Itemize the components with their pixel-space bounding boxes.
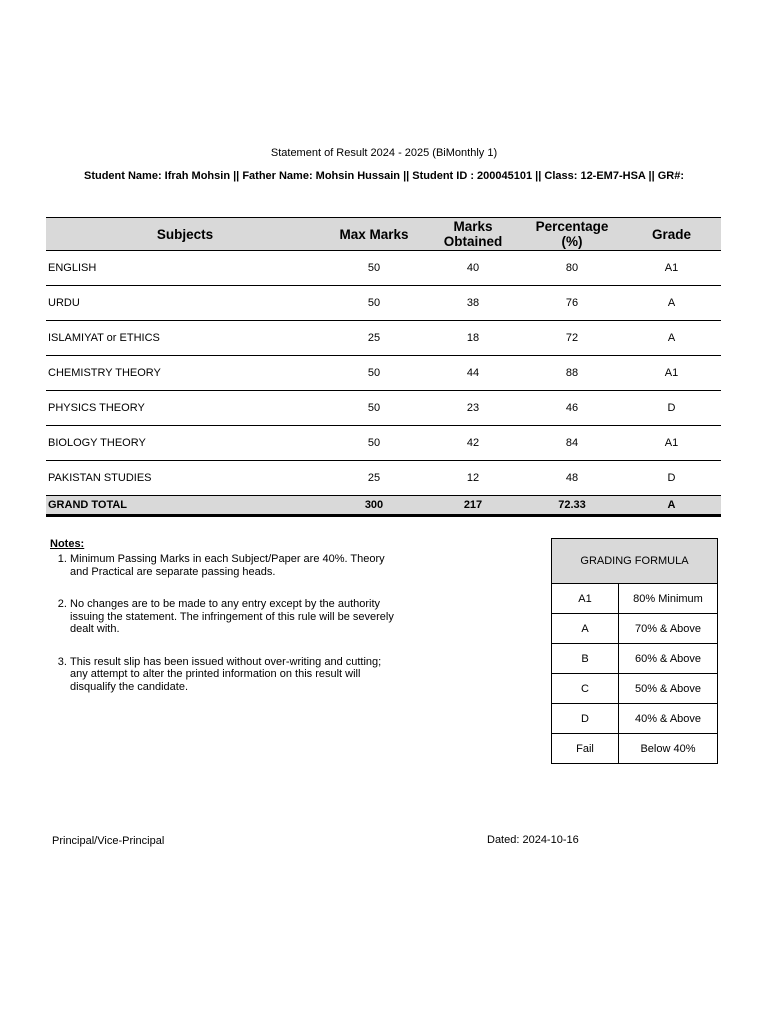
grading-formula-table [551, 538, 718, 764]
percentage-cell: 76 [522, 286, 622, 321]
subject-cell: URDU [46, 286, 324, 321]
grade-cell: A [622, 286, 721, 321]
table-row [46, 286, 721, 321]
percentage-cell: 80 [522, 251, 622, 286]
grade-cell: A1 [622, 426, 721, 461]
grading-row [552, 584, 718, 614]
notes-list [50, 553, 400, 693]
grading-rule: 80% Minimum [619, 584, 718, 614]
dated-label: Dated: 2024-10-16 [487, 834, 579, 846]
grade-cell: D [622, 461, 721, 496]
max-marks-cell: 50 [324, 251, 424, 286]
grading-grade: A [552, 614, 619, 644]
obtained-cell: 18 [424, 321, 522, 356]
table-row [46, 426, 721, 461]
grading-row [552, 734, 718, 764]
percentage-cell: 84 [522, 426, 622, 461]
col-header-grade: Grade [622, 218, 721, 251]
grading-rule: Below 40% [619, 734, 718, 764]
obtained-cell: 38 [424, 286, 522, 321]
grading-row [552, 704, 718, 734]
note-item: 1. Minimum Passing Marks in each Subject/Paper are 40%. Theory and Practical are separate passing heads. [70, 553, 400, 578]
obtained-cell: 23 [424, 391, 522, 426]
percentage-cell: 48 [522, 461, 622, 496]
col-header-max-marks: Max Marks [324, 218, 424, 251]
max-marks-cell: 50 [324, 426, 424, 461]
results-table [46, 217, 721, 517]
obtained-cell: 42 [424, 426, 522, 461]
student-info-line: Student Name: Ifrah Mohsin || Father Name: Mohsin Hussain || Student ID : 200045101 || Class: 12-EM7-HSA || GR#: [83, 170, 684, 182]
max-marks-cell: 25 [324, 321, 424, 356]
grading-grade: C [552, 674, 619, 704]
table-row [46, 461, 721, 496]
table-row [46, 251, 721, 286]
max-marks-cell: 50 [324, 356, 424, 391]
col-header-subjects: Subjects [46, 218, 324, 251]
col-header-percentage [522, 218, 622, 251]
grand-total-label: GRAND TOTAL [46, 496, 324, 516]
grade-cell: A [622, 321, 721, 356]
percentage-cell: 72 [522, 321, 622, 356]
grand-total-percentage: 72.33 [522, 496, 622, 516]
subject-cell: ENGLISH [46, 251, 324, 286]
grading-grade: D [552, 704, 619, 734]
obtained-cell: 12 [424, 461, 522, 496]
grand-total-row [46, 496, 721, 516]
percentage-cell: 46 [522, 391, 622, 426]
notes-section [50, 538, 400, 713]
col-header-marks-obtained [424, 218, 522, 251]
grading-formula-title: GRADING FORMULA [552, 539, 718, 584]
notes-title: Notes: [50, 538, 85, 550]
grading-grade: A1 [552, 584, 619, 614]
col-header-percentage-line2: (%) [561, 234, 583, 249]
table-row [46, 321, 721, 356]
table-row [46, 391, 721, 426]
grading-row [552, 644, 718, 674]
grading-rule: 50% & Above [619, 674, 718, 704]
obtained-cell: 40 [424, 251, 522, 286]
max-marks-cell: 25 [324, 461, 424, 496]
max-marks-cell: 50 [324, 286, 424, 321]
percentage-cell: 88 [522, 356, 622, 391]
principal-signature-label: Principal/Vice-Principal [52, 835, 165, 847]
grand-total-max: 300 [324, 496, 424, 516]
grade-cell: D [622, 391, 721, 426]
note-item: 3. This result slip has been issued without over-writing and cutting; any attempt to alter the printed information on this result will disqualify the candidate. [70, 656, 400, 694]
max-marks-cell: 50 [324, 391, 424, 426]
subject-cell: BIOLOGY THEORY [46, 426, 324, 461]
grading-row [552, 614, 718, 644]
subject-cell: ISLAMIYAT or ETHICS [46, 321, 324, 356]
results-header-row [46, 218, 721, 251]
obtained-cell: 44 [424, 356, 522, 391]
grand-total-grade: A [622, 496, 721, 516]
grading-grade: Fail [552, 734, 619, 764]
table-row [46, 356, 721, 391]
grading-grade: B [552, 644, 619, 674]
grading-rule: 60% & Above [619, 644, 718, 674]
statement-title: Statement of Result 2024 - 2025 (BiMonthly 1) [270, 147, 498, 159]
col-header-marks-obtained-line2: Obtained [443, 234, 503, 249]
col-header-percentage-line1: Percentage [535, 219, 609, 234]
grading-header-row [552, 539, 718, 584]
subject-cell: PAKISTAN STUDIES [46, 461, 324, 496]
subject-cell: PHYSICS THEORY [46, 391, 324, 426]
grade-cell: A1 [622, 251, 721, 286]
grading-rule: 70% & Above [619, 614, 718, 644]
subject-cell: CHEMISTRY THEORY [46, 356, 324, 391]
grade-cell: A1 [622, 356, 721, 391]
col-header-marks-obtained-line1: Marks [453, 219, 493, 234]
note-item: 2. No changes are to be made to any entry except by the authority issuing the statement. The infringement of this rule will be severely dealt with. [70, 598, 400, 636]
grading-rule: 40% & Above [619, 704, 718, 734]
grading-row [552, 674, 718, 704]
grand-total-obtained: 217 [424, 496, 522, 516]
